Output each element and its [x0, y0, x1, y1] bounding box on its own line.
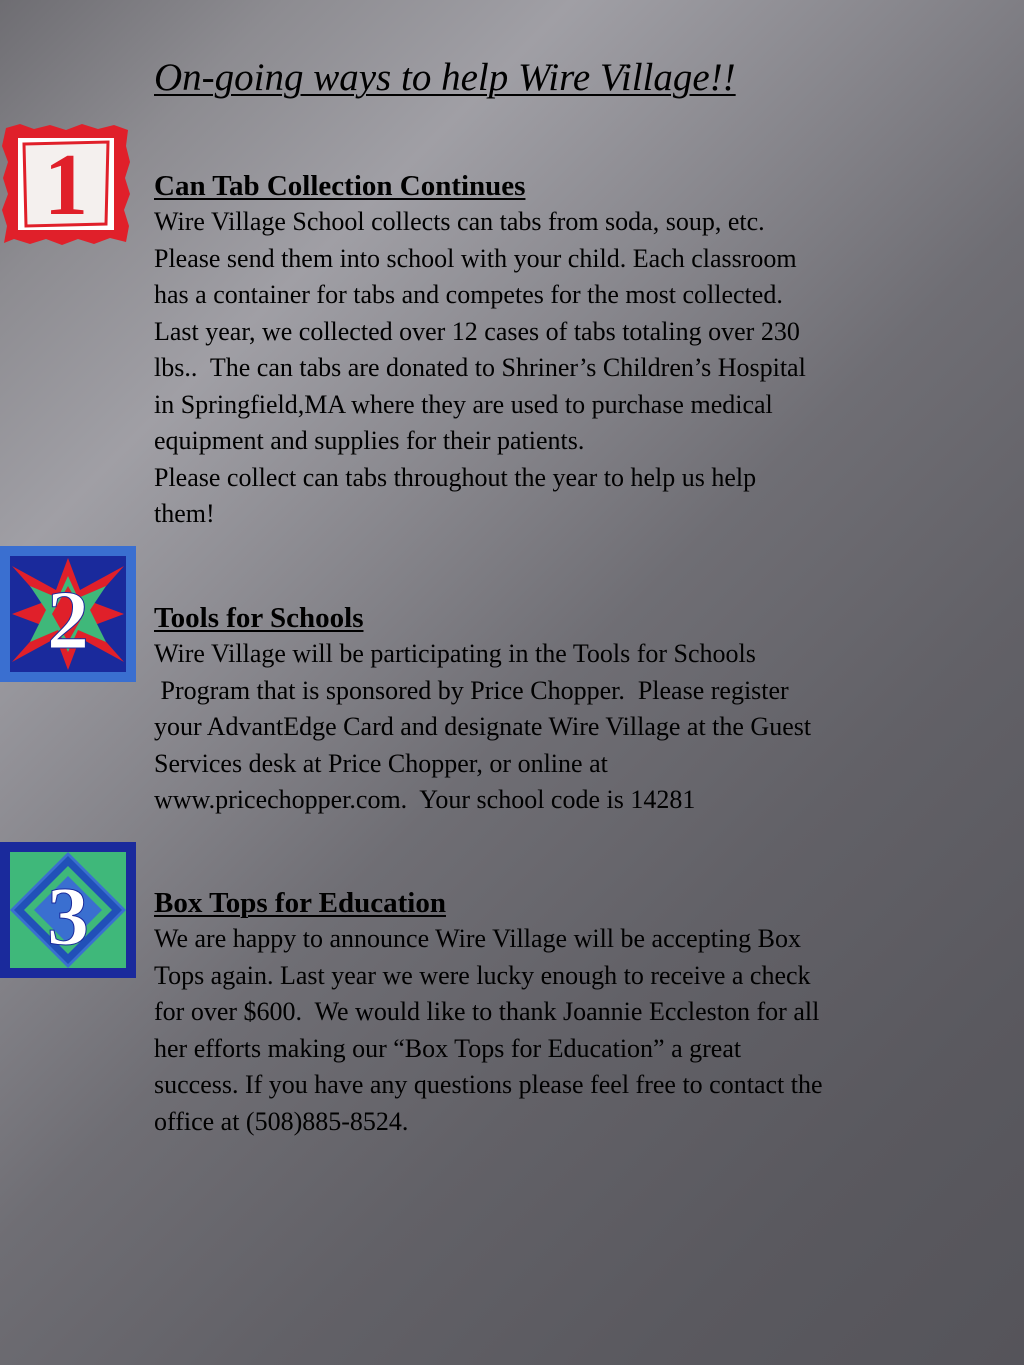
tools-for-schools-line: your AdvantEdge Card and designate Wire Village at the Guest: [154, 712, 812, 741]
tools-for-schools-heading: Tools for Schools: [154, 602, 364, 634]
tools-for-schools-line: Program that is sponsored by Price Chopper. Please register: [154, 675, 789, 705]
box-tops-line: her efforts making our “Box Tops for Education” a great: [154, 1033, 742, 1063]
number-two-badge: [0, 546, 136, 682]
box-tops-line: success. If you have any questions please feel free to contact the: [154, 1070, 823, 1099]
box-tops-line: Tops again. Last year we were lucky enough to receive a check: [154, 960, 811, 990]
number-three-icon: [0, 842, 136, 978]
can-tab-line: in Springfield,MA where they are used to purchase medical: [154, 389, 773, 419]
page-title: On-going ways to help Wire Village!!: [154, 56, 736, 99]
box-tops-line: office at (508)885-8524.: [154, 1106, 409, 1136]
box-tops-line: for over $600. We would like to thank Joannie Eccleston for all: [154, 997, 820, 1026]
box-tops-section: [154, 885, 954, 1140]
can-tab-line: Please collect can tabs throughout the year to help us help: [154, 462, 757, 492]
can-tab-line: Please send them into school with your child. Each classroom: [154, 243, 797, 273]
tools-for-schools-line: Services desk at Price Chopper, or online at: [154, 748, 608, 778]
number-two-icon: [0, 546, 136, 682]
can-tab-line: Wire Village School collects can tabs from soda, soup, etc.: [154, 207, 765, 236]
badge-digit-one: 1: [44, 137, 88, 234]
box-tops-line: We are happy to announce Wire Village will be accepting Box: [154, 924, 802, 953]
number-one-icon: [0, 120, 132, 248]
tools-for-schools-line: Wire Village will be participating in the Tools for Schools: [154, 639, 756, 668]
number-one-badge: [0, 120, 132, 248]
tools-for-schools-line: www.pricechopper.com. Your school code is 14281: [154, 785, 696, 814]
can-tab-line: Last year, we collected over 12 cases of tabs totaling over 230: [154, 316, 800, 346]
can-tab-line: them!: [154, 499, 215, 528]
badge-digit-three: 3: [47, 870, 89, 963]
number-three-badge: [0, 842, 136, 978]
badge-digit-two: 2: [47, 574, 89, 667]
box-tops-heading: Box Tops for Education: [154, 887, 446, 919]
can-tab-line: equipment and supplies for their patients.: [154, 426, 585, 455]
can-tab-section: [154, 168, 954, 533]
tools-for-schools-section: [154, 600, 954, 819]
can-tab-line: lbs.. The can tabs are donated to Shriner’s Children’s Hospital: [154, 353, 806, 382]
can-tab-heading: Can Tab Collection Continues: [154, 170, 526, 202]
can-tab-line: has a container for tabs and competes for the most collected.: [154, 280, 783, 309]
